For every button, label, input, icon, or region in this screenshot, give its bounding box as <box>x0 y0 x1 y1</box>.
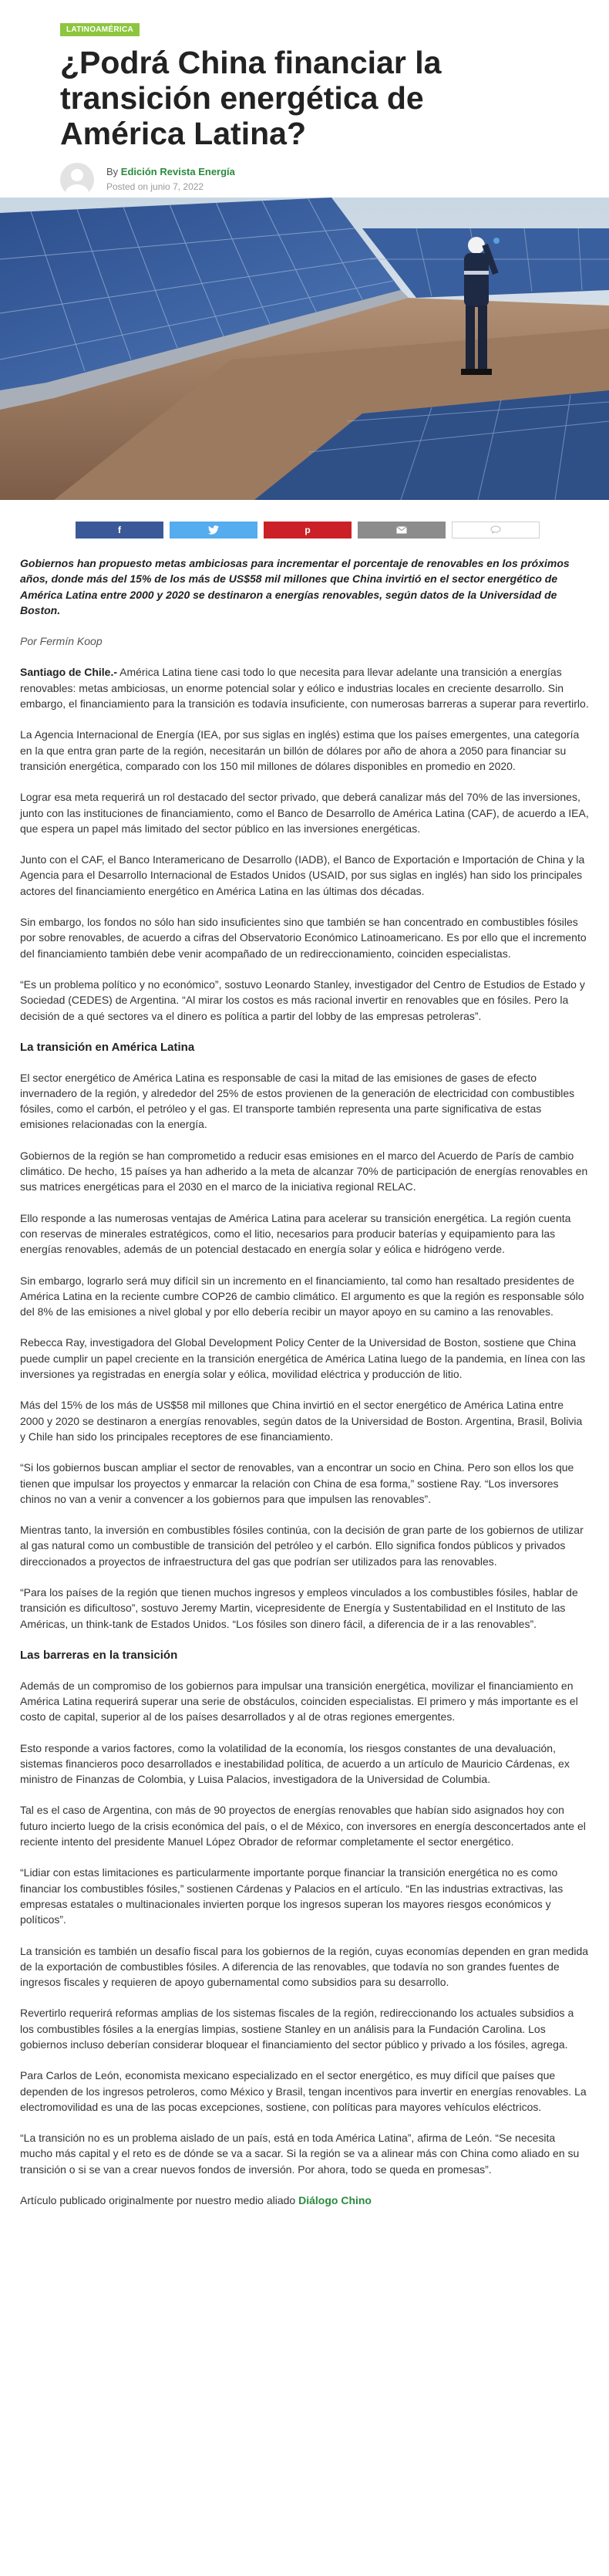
article-title: ¿Podrá China financiar la transición energética de América Latina? <box>60 45 442 151</box>
speech-bubble-icon <box>490 525 501 535</box>
dateline: Santiago de Chile.- <box>20 666 118 679</box>
origin-text: Artículo publicado originalmente por nuestro medio aliado <box>20 2194 299 2207</box>
hero-image <box>0 198 609 500</box>
paragraph: Sin embargo, lograrlo será muy difícil sin un incremento en el financiamiento, tal como han resaltado presidentes de América Latina en la reciente cumbre COP26 de cambio climático. El argumento es que la región es responsable sólo del 8% de las emisiones a nivel global y por ello debería recibir un mayor apoyo en su camino a las renovables. <box>20 1274 584 1318</box>
paragraph: Gobiernos de la región se han comprometido a reducir esas emisiones en el marco del Acuerdo de París de cambio climático. De hecho, 15 países ya han adherido a la meta de alcanzar 70% de participación de energías renovables en sus matrices energéticas para el 2030 en el marco de la iniciativa regional RELAC. <box>20 1149 588 1193</box>
paragraph: Además de un compromiso de los gobiernos para impulsar una transición energética, movilizar el financiamiento en América Latina requerirá superar una serie de obstáculos, coinciden especialistas. El primero y más importante es el costo de capital, superior al de los países desarrollados y al de otras regiones emergentes. <box>20 1679 578 1724</box>
author-name-link[interactable]: Edición Revista Energía <box>120 166 235 178</box>
origin-note <box>20 2193 589 2208</box>
paragraph: Mientras tanto, la inversión en combustibles fósiles continúa, con la decisión de gran parte de los gobiernos de utilizar al gas natural como un combustible de transición del petróleo y el carbón. Ello significa fondos públicos y privados direccionados a proyectos de infraestructura del gas que podrían ser utilizados para las renovables. <box>20 1524 584 1568</box>
paragraph: “Lidiar con estas limitaciones es particularmente importante porque financiar la transición energética no es como financiar los combustibles fósiles,” sostienen Cárdenas y Palacios en el artículo. “En las industrias extractivas, las empresas estatales o multinacionales invierten porque los ingresos superan los mayores riesgos económicos y políticos”. <box>20 1866 564 1926</box>
facebook-icon: f <box>118 525 121 535</box>
paragraph: Tal es el caso de Argentina, con más de 90 proyectos de energías renovables que habían sido asignados hoy con futuro incierto luego de la crisis económica del país, o el de México, con inversores en energía desconcertados ante el reciente intento del presidente Manuel López Obrador de reformar completamente el sector energético. <box>20 1804 586 1848</box>
pinterest-icon: p <box>304 525 311 535</box>
paragraph: “La transición no es un problema aislado de un país, está en toda América Latina”, afirma de León. “Se necesita mucho más capital y el reto es de dónde se va a sacar. Si la región se va a alinear más con China como aliado en su transición o si se van a crear nuevos fondos de inversión. Por ahora, todo se queda en promesas”. <box>20 2132 580 2176</box>
share-twitter-button[interactable] <box>170 522 257 538</box>
paragraph: Más del 15% de los más de US$58 mil millones que China invirtió en el sector energético de América Latina entre 2000 y 2020 se destinaron a energías renovables, según datos de la Universidad de Boston. Argentina, Brasil, Bolivia y Chile han sido los principales receptores de ese financiamiento. <box>20 1399 583 1443</box>
paragraph: El sector energético de América Latina es responsable de casi la mitad de las emisiones de gases de efecto invernadero de la región, y alrededor del 25% de estos provienen de la generación de electricidad con combustibles fósiles, como el carbón, el petróleo y el gas. El transporte también representa una parte significativa de estas emisiones relacionadas con la energía. <box>20 1071 575 1131</box>
paragraph: Junto con el CAF, el Banco Interamericano de Desarrollo (IADB), el Banco de Exportación e Importación de China y la Agencia para el Desarrollo Internacional de Estados Unidos (USAID, por sus siglas en inglés) han sido los principales actores del financiamiento energético en América Latina en las últimas dos décadas. <box>20 853 585 897</box>
article-body <box>20 555 589 2223</box>
paragraph: La Agencia Internacional de Energía (IEA, por sus siglas en inglés) estima que los países emergentes, una categoría en la que entra gran parte de la región, necesitarán un billón de dólares por año de ahora a 2050 para financiar su transición energética, comparado con los 150 mil millones de dólares disponibles en promedio en 2020. <box>20 728 580 772</box>
share-comment-button[interactable] <box>452 522 540 538</box>
paragraph: “Para los países de la región que tienen muchos ingresos y empleos vinculados a los combustibles fósiles, hablar de transición es dificultoso”, sostuvo Jeremy Martin, vicepresidente de Energía y Sustentabilidad en el Instituto de las Américas, un think-tank de Estados Unidos. “Los fósiles son dinero fácil, a diferencia de ir a las renovables”. <box>20 1586 578 1630</box>
author-meta <box>106 164 235 194</box>
paragraph-text: América Latina tiene casi todo lo que necesita para llevar adelante una transición a energías renovables: metas ambiciosas, un enorme potencial solar y eólico e industrias locales en creciente desarrollo. Sin embargo, el financiamiento para la transición es todavía insuficiente, con numerosas barreras a superar para revertirlo. <box>20 666 589 711</box>
paragraph: La transición es también un desafío fiscal para los gobiernos de la región, cuyas economías dependen en gran medida de la exportación de combustibles fósiles. A diferencia de las renovables, que todavía no son grandes fuentes de ingresos fiscales y requieren de apoyo gubernamental como subsidios para su desarrollo. <box>20 1944 589 1989</box>
envelope-icon <box>396 526 407 534</box>
origin-link[interactable]: Diálogo Chino <box>298 2194 372 2207</box>
category-badge[interactable]: LATINOAMÉRICA <box>60 23 140 36</box>
article-lead: Gobiernos han propuesto metas ambiciosas para incrementar el porcentaje de renovables en los próximos años, donde más del 15% de los más de US$58 mil millones que China invirtió en el sector energético de América Latina entre 2000 y 2020 se destinaron a energías renovables, según datos de la Universidad de Boston. <box>20 557 570 616</box>
article-byline: Por Fermín Koop <box>20 635 103 648</box>
paragraph: Lograr esa meta requerirá un rol destacado del sector privado, que deberá canalizar más del 70% de las inversiones, junto con las instituciones de financiamiento, como el Banco de Desarrollo de América Latina (CAF), de acuerdo a IEA, que espera un papel más limitado del sector público en las inversiones energéticas. <box>20 791 589 835</box>
post-date: Posted on junio 7, 2022 <box>106 181 204 193</box>
paragraph: Revertirlo requerirá reformas amplias de los sistemas fiscales de la región, redireccionando los actuales subsidios a los combustibles fósiles a la energías limpias, sostiene Stanley en un análisis para la Fundación Carolina. Los gobiernos incluso deberían considerar bloquear el financiamiento del sector público y privado a los fósiles, agrega. <box>20 2007 574 2051</box>
twitter-icon <box>208 525 219 535</box>
paragraph: Esto responde a varios factores, como la volatilidad de la economía, los riesgos constantes de una devaluación, sistemas financieros poco desarrollados e inestabilidad política, de acuerdo a un artículo de Mauricio Cárdenas, ex ministro de Finanzas de Colombia, y Luisa Palacios, investigadora de la Universidad de Columbia. <box>20 1741 570 1786</box>
paragraph <box>20 664 589 711</box>
paragraph: “Si los gobiernos buscan ampliar el sector de renovables, van a encontrar un socio en China. Pero son ellos los que tienen que impulsar los proyectos y enmarcar la relación con China de esa forma,” sostiene Ray. “Los inversores chinos no van a venir a convencer a los gobiernos para que impulsen las renovables”. <box>20 1461 574 1505</box>
avatar <box>60 163 94 197</box>
share-pinterest-button[interactable] <box>264 522 352 538</box>
paragraph: “Es un problema político y no económico”, sostuvo Leonardo Stanley, investigador del Centro de Estudios de Estado y Sociedad (CEDES) de Argentina. “Al mirar los costos es más racional invertir en renovables que en fósiles. Pero la decisión de a qué sectores va el dinero es política a partir del lobby de las empresas petroleras”. <box>20 977 585 1022</box>
share-email-button[interactable] <box>358 522 446 538</box>
paragraph: Ello responde a las numerosas ventajas de América Latina para acelerar su transición energética. La región cuenta con reservas de minerales estratégicos, como el litio, necesarios para producir baterías y equipamiento para las energías renovables, además de un potencial destacado en energía solar y eólica e hidrógeno verde. <box>20 1211 571 1256</box>
paragraph: Sin embargo, los fondos no sólo han sido insuficientes sino que también se han concentrado en combustibles fósiles por sobre renovables, de acuerdo a cifras del Observatorio Económico Latinoamericano. Es por ello que el incremento del financiamiento también debe venir acompañado de un redireccionamiento, coinciden especialistas. <box>20 916 587 960</box>
article-header <box>0 0 609 207</box>
share-facebook-button[interactable] <box>76 522 163 538</box>
section-heading: La transición en América Latina <box>20 1040 195 1054</box>
author-by-label: By <box>106 166 119 178</box>
paragraph: Rebecca Ray, investigadora del Global Development Policy Center de la Universidad de Boston, sostiene que China puede cumplir un papel creciente en la transición energética de América Latina luego de la pandemia, en línea con las inversiones ya registradas en energía solar y eólica, movilidad eléctrica y producción de litio. <box>20 1336 586 1381</box>
paragraph: Para Carlos de León, economista mexicano especializado en el sector energético, es muy difícil que países que dependen de los ingresos petroleros, como México y Brasil, tengan incentivos para invertir en energías renovables. La electromovilidad es una de las pocas excepciones, sostiene, con políticas para mayores vehículos eléctricos. <box>20 2069 587 2113</box>
section-heading: Las barreras en la transición <box>20 1648 178 1662</box>
share-bar <box>76 522 546 538</box>
